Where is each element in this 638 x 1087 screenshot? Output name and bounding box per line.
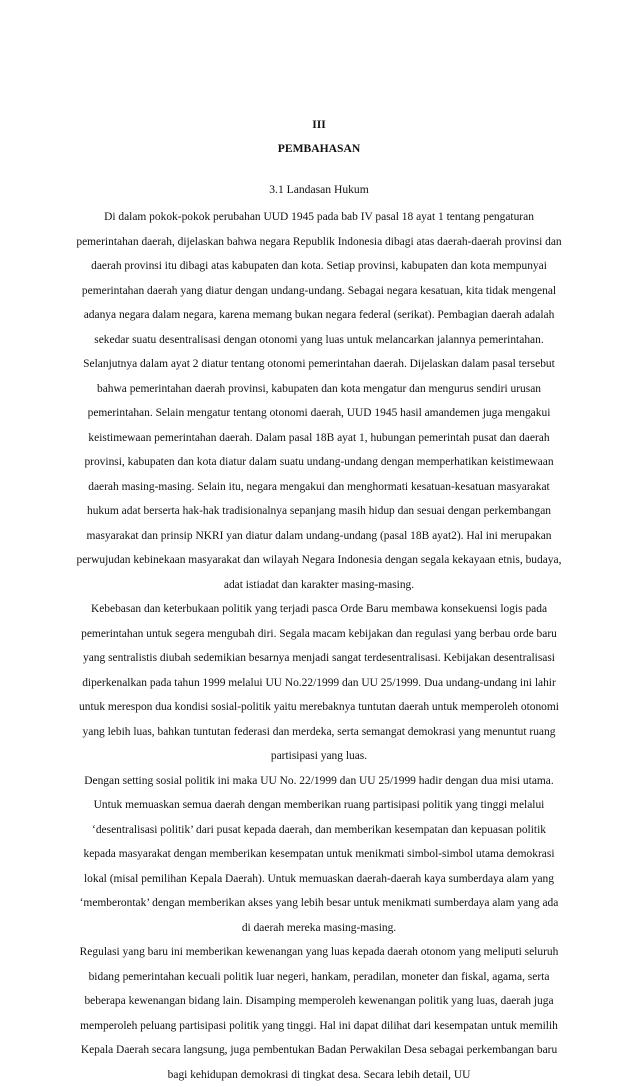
paragraph: Dengan setting sosial politik ini maka UU No. 22/1999 dan UU 25/1999 hadir dengan dua misi utama. Untuk memuaskan semua daerah dengan memberikan ruang partisipasi politik yang tinggi melalui ‘desentralisasi politik’ dari pusat kepada daerah, dan memberikan kesempatan dan kepuasan politik kepada masyarakat dengan memberikan kesempatan untuk menikmati simbol-simbol utama demokrasi lokal (misal pemilihan Kepala Daerah). Untuk memuaskan daerah-daerah kaya sumberdaya alam yang ‘memberontak’ dengan memberikan akses yang lebih besar untuk menikmati sumberdaya alam yang ada di daerah mereka masing-masing.	[79, 774, 559, 934]
paragraph: Di dalam pokok-pokok perubahan UUD 1945 pada bab IV pasal 18 ayat 1 tentang pengaturan pemerintahan daerah, dijelaskan bahwa negara Republik Indonesia dibagi atas daerah-daerah provinsi dan daerah provinsi itu dibagi atas kabupaten dan kota. Setiap provinsi, kabupaten dan kota mempunyai pemerintahan daerah yang diatur dengan undang-undang. Sebagai negara kesatuan, kita tidak mengenal adanya negara dalam negara, karena memang bukan negara federal (serikat). Pembagian daerah adalah sekedar suatu desentralisasi dengan otonomi yang luas untuk melancarkan jalannya pemerintahan. Selanjutnya dalam ayat 2 diatur tentang otonomi pemerintahan daerah. Dijelaskan dalam pasal tersebut bahwa pemerintahan daerah provinsi, kabupaten dan kota mengatur dan mengurus sendiri urusan pemerintahan. Selain mengatur tentang otonomi daerah, UUD 1945 hasil amandemen juga mengakui keistimewaan pemerintahan daerah. Dalam pasal 18B ayat 1, hubungan pemerintah pusat dan daerah provinsi, kabupaten dan kota diatur dalam suatu undang-undang dengan memperhatikan keistimewaan daerah masing-masing. Selain itu, negara mengakui dan menghormati kesatuan-kesatuan masyarakat hukum adat berserta hak-hak tradisionalnya sepanjang masih hidup dan sesuai dengan perkembangan masyarakat dan prinsip NKRI yan diatur dalam undang-undang (pasal 18B ayat2). Hal ini merupakan perwujudan kebinekaan masyarakat dan wilayah Negara Indonesia dengan segala kekayaan etnis, budaya, adat istiadat dan karakter masing-masing.	[76, 211, 562, 591]
section-heading: 3.1 Landasan Hukum	[269, 183, 369, 196]
chapter-title: PEMBAHASAN	[277, 142, 361, 155]
paragraph: Regulasi yang baru ini memberikan kewenangan yang luas kepada daerah otonom yang meliputi seluruh bidang pemerintahan kecuali politik luar negeri, hankam, peradilan, moneter dan fiskal, agama, serta beberapa kewenangan bidang lain. Disamping memperoleh kewenangan politik yang luas, daerah juga memperoleh peluang partisipasi politik yang tinggi. Hal ini dapat dilihat dari kesempatan untuk memilih Kepala Daerah secara langsung, juga pembentukan Badan Perwakilan Desa sebagai perkembangan baru bagi kehidupan demokrasi di tingkat desa. Secara lebih detail, UU	[79, 946, 559, 1081]
body-text	[76, 205, 562, 1087]
chapter-number: III	[312, 118, 326, 131]
paragraph: Kebebasan dan keterbukaan politik yang terjadi pasca Orde Baru membawa konsekuensi logis pada pemerintahan untuk segera mengubah diri. Segala macam kebijakan dan regulasi yang berbau orde baru yang sentralistis diubah sedemikian besarnya menjadi sangat terdesentralisasi. Kebijakan desentralisasi diperkenalkan pada tahun 1999 melalui UU No.22/1999 dan UU 25/1999. Dua undang-undang ini lahir untuk merespon dua kondisi sosial-politik yaitu merebaknya tuntutan daerah untuk memperoleh otonomi yang lebih luas, bahkan tuntutan federasi dan merdeka, serta semangat demokrasi yang menuntut ruang partisipasi yang luas.	[79, 603, 559, 762]
